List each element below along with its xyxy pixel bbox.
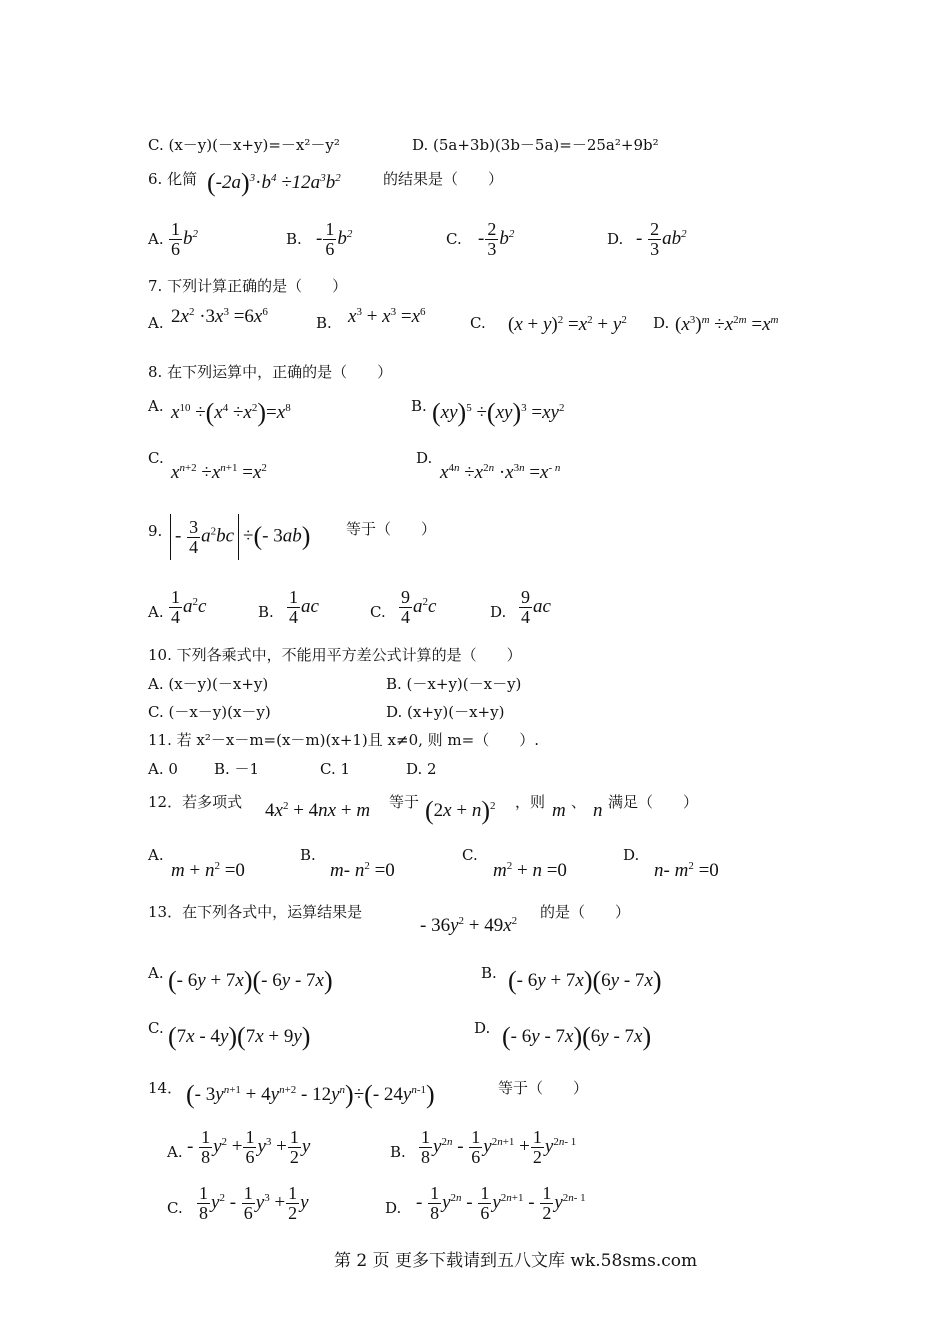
q12-opt-d-expr: n- $m^2 =0$ xyxy=(654,860,719,881)
q10-opt-b: B. (－x+y)(－x－y) xyxy=(386,675,522,693)
q13-opt-a-label: A. xyxy=(148,964,164,982)
q7-opt-b-label: B. xyxy=(316,314,332,332)
q13-opt-c-label: C. xyxy=(148,1019,164,1037)
q11-opt-c: C. 1 xyxy=(320,760,351,778)
q7-opt-b-expr: $x^3 + x^3 =x^6$ xyxy=(348,306,426,327)
q12-polynomial: $4x^2 + 4nx + m$ xyxy=(265,800,371,821)
q7-opt-d-expr: $(x^3)^m \div x^{2m} =x^m$ xyxy=(675,314,779,335)
q7-opt-c-expr: $(x + y)^2 =x^2 + y^2$ xyxy=(508,314,627,335)
q10-stem: 10. 下列各乘式中，不能用平方差公式计算的是（ ） xyxy=(148,646,522,664)
q9-opt-b-label: B. xyxy=(258,603,274,621)
q13-result: - $36y^2 + 49x^2$ xyxy=(420,915,518,936)
q9-opt-b-expr: $\frac{1}{4}$ ac xyxy=(289,587,319,627)
q14-opt-b-label: B. xyxy=(390,1143,406,1161)
q12-opt-d-label: D. xyxy=(623,846,640,864)
q8-opt-b-label: B. xyxy=(411,397,427,415)
q12-opt-a-label: A. xyxy=(148,846,164,864)
q10-opt-c: C. (－x－y)(x－y) xyxy=(148,703,271,721)
q9-expression: - $\frac{3}{4}$ $a^2bc$ ÷(- 3ab) xyxy=(166,514,310,560)
q11-opt-a: A. 0 xyxy=(148,760,178,778)
q6-opt-d-expr: - $\frac{2}{3}$ $ab^2$ xyxy=(636,219,687,259)
q6-opt-d-label: D. xyxy=(607,230,624,248)
q14-opt-c-expr: $\frac{1}{8}$ $y^2$ - $\frac{1}{6}$ $y^3$ + $\frac{1}{2}$ y xyxy=(199,1183,309,1223)
q12-stem-sep: 、 xyxy=(571,793,587,811)
q12-opt-c-label: C. xyxy=(462,846,478,864)
q13-opt-b-label: B. xyxy=(481,964,497,982)
q8-opt-b-expr: $(xy)^5 \div(xy)^3 =xy^2$ xyxy=(432,398,565,427)
q12-opt-b-label: B. xyxy=(300,846,316,864)
q9-opt-d-label: D. xyxy=(490,603,507,621)
q9-opt-c-label: C. xyxy=(370,603,386,621)
q13-opt-d-label: D. xyxy=(474,1019,491,1037)
q9-opt-a-expr: $\frac{1}{4}$ $a^2c$ xyxy=(171,587,207,627)
q10-opt-d: D. (x+y)(－x+y) xyxy=(386,703,505,721)
q14-opt-d-expr: - $\frac{1}{8}$ $y^{2n}$ - $\frac{1}{6}$ $y^{2n+1}$ - $\frac{1}{2}$ $y^{2n- 1}$ xyxy=(416,1183,586,1223)
q5-option-c: C. (x－y)(－x+y)=－x²－y² xyxy=(148,136,340,154)
q7-opt-a-expr: $2x^2 \cdot 3x^3 =6x^6$ xyxy=(171,306,268,327)
q9-stem-suffix: 等于（ ） xyxy=(346,520,437,538)
q7-opt-d-label: D. xyxy=(653,314,670,332)
q13-opt-b-expr: (- 6y + 7x)(6y - 7x) xyxy=(508,966,662,995)
q13-stem-suffix: 的是（ ） xyxy=(540,903,631,921)
q8-stem: 8. 在下列运算中，正确的是（ ） xyxy=(148,363,393,381)
q12-var-n: n xyxy=(593,800,603,821)
q5-option-d: D. (5a+3b)(3b－5a)=－25a²+9b² xyxy=(412,136,659,154)
q6-opt-a-expr: $\frac{1}{6}$ $b^2$ xyxy=(171,219,198,259)
q11-opt-b: B. －1 xyxy=(214,760,260,778)
q14-opt-d-label: D. xyxy=(385,1199,402,1217)
q12-stem-prefix: 12．若多项式 xyxy=(148,793,243,811)
q7-opt-c-label: C. xyxy=(470,314,486,332)
q12-opt-a-expr: $m + n^2 =0$ xyxy=(171,860,245,881)
q6-opt-c-label: C. xyxy=(446,230,462,248)
q8-opt-d-label: D. xyxy=(416,449,433,467)
q14-stem-suffix: 等于（ ） xyxy=(498,1079,589,1097)
q8-opt-a-expr: $x^{10} \div(x^4 \div x^2)=x^8$ xyxy=(171,398,291,427)
q13-opt-d-expr: (- 6y - 7x)(6y - 7x) xyxy=(502,1022,652,1051)
q12-stem-tail: 满足（ ） xyxy=(608,793,699,811)
q6-expression: $(-2a)^3\cdot b^4 \div 12a^3b^2$ xyxy=(207,168,341,197)
q8-opt-d-expr: $x^{4n} \div x^{2n} \cdot x^{3n} =x^{- n}$ xyxy=(440,462,561,483)
q14-expression: (- $3y^{n+1} + 4y^{n+2} - 12y^n)\div(-$ $24y^{n-1}$) xyxy=(186,1080,435,1109)
q13-opt-c-expr: (7x - 4y)(7x + 9y) xyxy=(168,1022,311,1051)
q13-opt-a-expr: (- 6y + 7x)(- 6y - 7x) xyxy=(168,966,333,995)
q6-opt-b-expr: - $\frac{1}{6}$ $b^2$ xyxy=(316,219,353,259)
q7-opt-a-label: A. xyxy=(148,314,164,332)
q8-opt-a-label: A. xyxy=(148,397,164,415)
q12-stem-mid: 等于 xyxy=(389,793,420,811)
q6-opt-c-expr: - $\frac{2}{3}$ $b^2$ xyxy=(478,219,515,259)
q6-stem-prefix: 6. 化简 xyxy=(148,170,198,188)
q9-opt-a-label: A. xyxy=(148,603,164,621)
q8-opt-c-label: C. xyxy=(148,449,164,467)
q14-opt-a-expr: - $\frac{1}{8}$ $y^2$ + $\frac{1}{6}$ $y^3$ + $\frac{1}{2}$ y xyxy=(187,1127,311,1167)
q11-opt-d: D. 2 xyxy=(406,760,437,778)
q12-stem-then: ，则 xyxy=(515,793,546,811)
q8-opt-c-expr: $x^{n+2} \div x^{n+1} =x^2$ xyxy=(171,462,267,483)
q14-opt-c-label: C. xyxy=(167,1199,183,1217)
q14-stem-prefix: 14． xyxy=(148,1079,183,1097)
q12-opt-c-expr: $m^2 + n =0$ xyxy=(493,860,567,881)
q9-opt-c-expr: $\frac{9}{4}$ $a^2c$ xyxy=(401,587,437,627)
q9-opt-d-expr: $\frac{9}{4}$ ac xyxy=(521,587,551,627)
page-footer: 第 2 页 更多下载请到五八文库 wk.58sms.com xyxy=(334,1251,698,1271)
q10-opt-a: A. (x－y)(－x+y) xyxy=(148,675,269,693)
q6-opt-b-label: B. xyxy=(286,230,302,248)
q7-stem: 7. 下列计算正确的是（ ） xyxy=(148,277,348,295)
q12-opt-b-expr: m- $n^2 =0$ xyxy=(330,860,395,881)
q6-stem-suffix: 的结果是（ ） xyxy=(383,170,504,188)
q13-stem-prefix: 13．在下列各式中，运算结果是 xyxy=(148,903,363,921)
q12-var-m: m xyxy=(552,800,566,821)
q9-stem-prefix: 9. xyxy=(148,522,163,540)
q6-opt-a-label: A. xyxy=(148,230,164,248)
q11-stem: 11. 若 x²－x－m=(x－m)(x+1)且 x≠0, 则 m=（ ）. xyxy=(148,731,539,749)
q14-opt-b-expr: $\frac{1}{8}$ $y^{2n}$ - $\frac{1}{6}$ $y^{2n+1}$ + $\frac{1}{2}$ $y^{2n- 1}$ xyxy=(421,1127,577,1167)
q14-opt-a-label: A. xyxy=(167,1143,183,1161)
q12-square: $(2x + n)^2$ xyxy=(425,796,496,825)
